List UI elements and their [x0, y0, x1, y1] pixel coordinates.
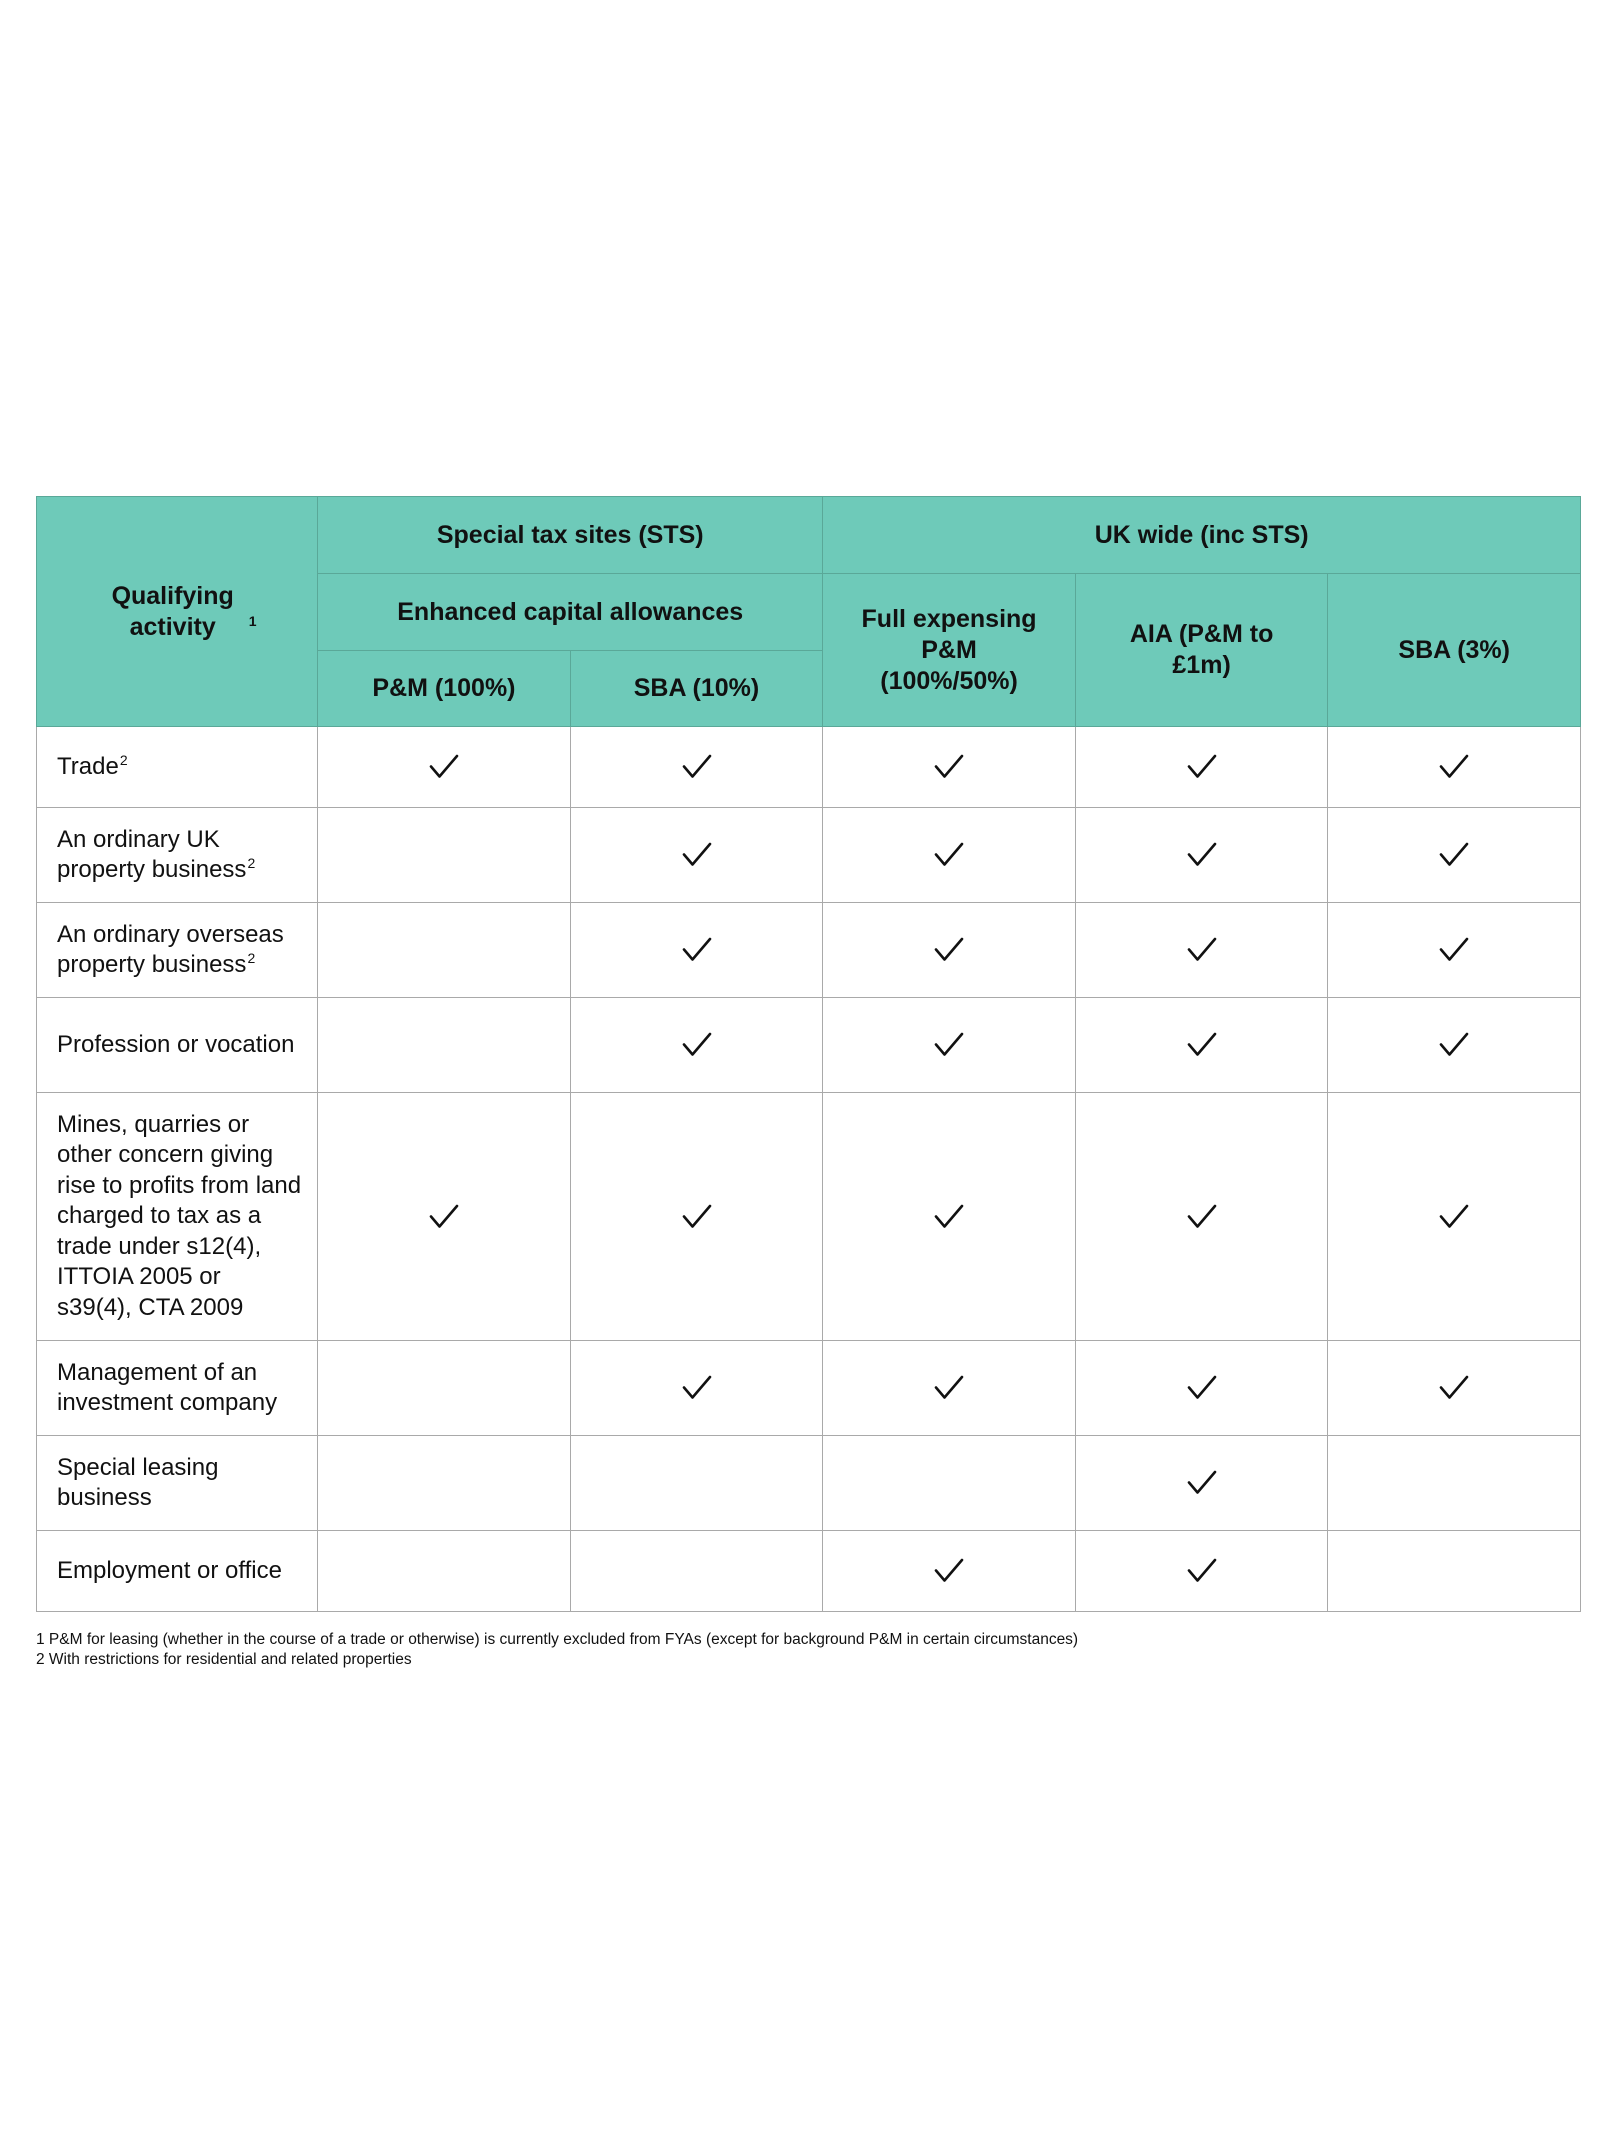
check-icon	[1439, 1375, 1469, 1401]
activity-cell	[37, 727, 318, 808]
activity-footnote-ref: 2	[247, 855, 256, 871]
header-row-1	[37, 497, 1581, 574]
activity-footnote-ref: 2	[119, 751, 128, 768]
activity-label: Special leasing business	[57, 1453, 219, 1511]
allowance-cell	[318, 808, 571, 903]
allowance-cell	[1075, 903, 1328, 998]
allowance-cell	[823, 1436, 1076, 1531]
table-body	[37, 727, 1581, 1612]
activity-label: Profession or vocation	[57, 1030, 295, 1058]
table-row	[37, 1531, 1581, 1612]
check-icon	[1187, 1375, 1217, 1401]
header-sba-sts: SBA (10%)	[570, 651, 823, 727]
check-icon	[934, 842, 964, 868]
check-icon	[1187, 937, 1217, 963]
activity-label: An ordinary UK property business	[57, 825, 247, 883]
check-icon	[682, 1375, 712, 1401]
allowance-cell	[1075, 998, 1328, 1093]
activity-cell	[37, 1093, 318, 1341]
check-icon	[934, 1558, 964, 1584]
allowance-cell	[1075, 1436, 1328, 1531]
check-icon	[1187, 842, 1217, 868]
allowance-cell	[570, 727, 823, 808]
check-icon	[1187, 1470, 1217, 1496]
header-special-tax-sites: Special tax sites (STS)	[318, 497, 823, 574]
check-icon	[1187, 1558, 1217, 1584]
check-icon	[1439, 1032, 1469, 1058]
header-sba-uk: SBA (3%)	[1328, 574, 1581, 727]
activity-label: Mines, quarries or other concern giving rise to profits from land charged to tax as a trade under s12(4), ITTOIA 2005 or s39(4), CTA 2009	[57, 1110, 302, 1321]
header-enhanced-capital-allowances: Enhanced capital allowances	[318, 574, 823, 651]
table-row	[37, 998, 1581, 1093]
check-icon	[682, 1204, 712, 1230]
allowance-cell	[318, 727, 571, 808]
activity-footnote-ref: 2	[247, 950, 256, 966]
allowance-cell	[1328, 998, 1581, 1093]
activity-label: Trade	[57, 752, 119, 780]
header-full-expensing	[823, 574, 1076, 727]
check-icon	[1187, 1032, 1217, 1058]
table-header	[37, 497, 1581, 727]
allowance-cell	[1328, 1093, 1581, 1341]
allowance-cell	[1328, 903, 1581, 998]
allowance-cell	[570, 1531, 823, 1612]
allowance-cell	[1075, 1531, 1328, 1612]
activity-cell	[37, 903, 318, 998]
activity-label: An ordinary overseas property business	[57, 920, 284, 978]
allowance-cell	[1075, 1093, 1328, 1341]
check-icon	[934, 1375, 964, 1401]
check-icon	[934, 754, 964, 780]
table-row	[37, 808, 1581, 903]
allowance-cell	[318, 1093, 571, 1341]
header-pm-sts: P&M (100%)	[318, 651, 571, 727]
allowance-cell	[1075, 1341, 1328, 1436]
table-row	[37, 1341, 1581, 1436]
check-icon	[1187, 1204, 1217, 1230]
allowance-cell	[570, 903, 823, 998]
allowance-cell	[823, 903, 1076, 998]
activity-label: Employment or office	[57, 1556, 282, 1584]
activity-cell	[37, 1436, 318, 1531]
allowance-cell	[570, 1436, 823, 1531]
allowance-cell	[1075, 808, 1328, 903]
allowance-cell	[1075, 727, 1328, 808]
allowance-cell	[823, 1093, 1076, 1341]
activity-cell	[37, 1531, 318, 1612]
allowance-cell	[318, 903, 571, 998]
allowances-table-container	[36, 496, 1581, 1612]
allowance-cell	[1328, 1436, 1581, 1531]
header-qualifying-activity	[37, 497, 318, 727]
footnotes	[36, 1630, 1581, 1670]
check-icon	[1439, 754, 1469, 780]
check-icon	[682, 1032, 712, 1058]
allowance-cell	[823, 1531, 1076, 1612]
allowance-cell	[823, 998, 1076, 1093]
header-aia	[1075, 574, 1328, 727]
allowance-cell	[318, 1436, 571, 1531]
header-qualifying-label: Qualifying activity	[111, 581, 234, 641]
allowance-cell	[1328, 1341, 1581, 1436]
allowance-cell	[1328, 727, 1581, 808]
allowance-cell	[1328, 1531, 1581, 1612]
check-icon	[429, 1204, 459, 1230]
check-icon	[934, 1032, 964, 1058]
allowance-cell	[318, 1531, 571, 1612]
activity-cell	[37, 998, 318, 1093]
activity-label: Management of an investment company	[57, 1358, 278, 1416]
allowance-cell	[823, 1341, 1076, 1436]
allowance-cell	[570, 808, 823, 903]
check-icon	[429, 754, 459, 780]
table-row	[37, 1436, 1581, 1531]
header-uk-wide: UK wide (inc STS)	[823, 497, 1581, 574]
allowance-cell	[318, 998, 571, 1093]
header-full-expensing-label: Full expensing P&M (100%/50%)	[861, 604, 1037, 695]
allowance-cell	[570, 998, 823, 1093]
allowance-cell	[570, 1093, 823, 1341]
allowance-cell	[823, 727, 1076, 808]
check-icon	[934, 1204, 964, 1230]
footnote-2: 2 With restrictions for residential and related properties	[36, 1651, 412, 1668]
activity-cell	[37, 1341, 318, 1436]
allowance-cell	[1328, 808, 1581, 903]
table-row	[37, 1093, 1581, 1341]
header-qualifying-footnote-ref: 1	[248, 612, 257, 629]
check-icon	[682, 842, 712, 868]
check-icon	[682, 754, 712, 780]
check-icon	[682, 937, 712, 963]
check-icon	[1439, 937, 1469, 963]
check-icon	[1439, 842, 1469, 868]
allowance-cell	[823, 808, 1076, 903]
table-row	[37, 903, 1581, 998]
allowances-table	[36, 496, 1581, 1612]
check-icon	[934, 937, 964, 963]
header-aia-label: AIA (P&M to £1m)	[1129, 620, 1274, 679]
table-row	[37, 727, 1581, 808]
check-icon	[1187, 754, 1217, 780]
activity-cell	[37, 808, 318, 903]
allowance-cell	[318, 1341, 571, 1436]
allowance-cell	[570, 1341, 823, 1436]
check-icon	[1439, 1204, 1469, 1230]
footnote-1: 1 P&M for leasing (whether in the course of a trade or otherwise) is currently excluded from FYAs (except for background P&M in certain circumstances)	[36, 1631, 1079, 1648]
